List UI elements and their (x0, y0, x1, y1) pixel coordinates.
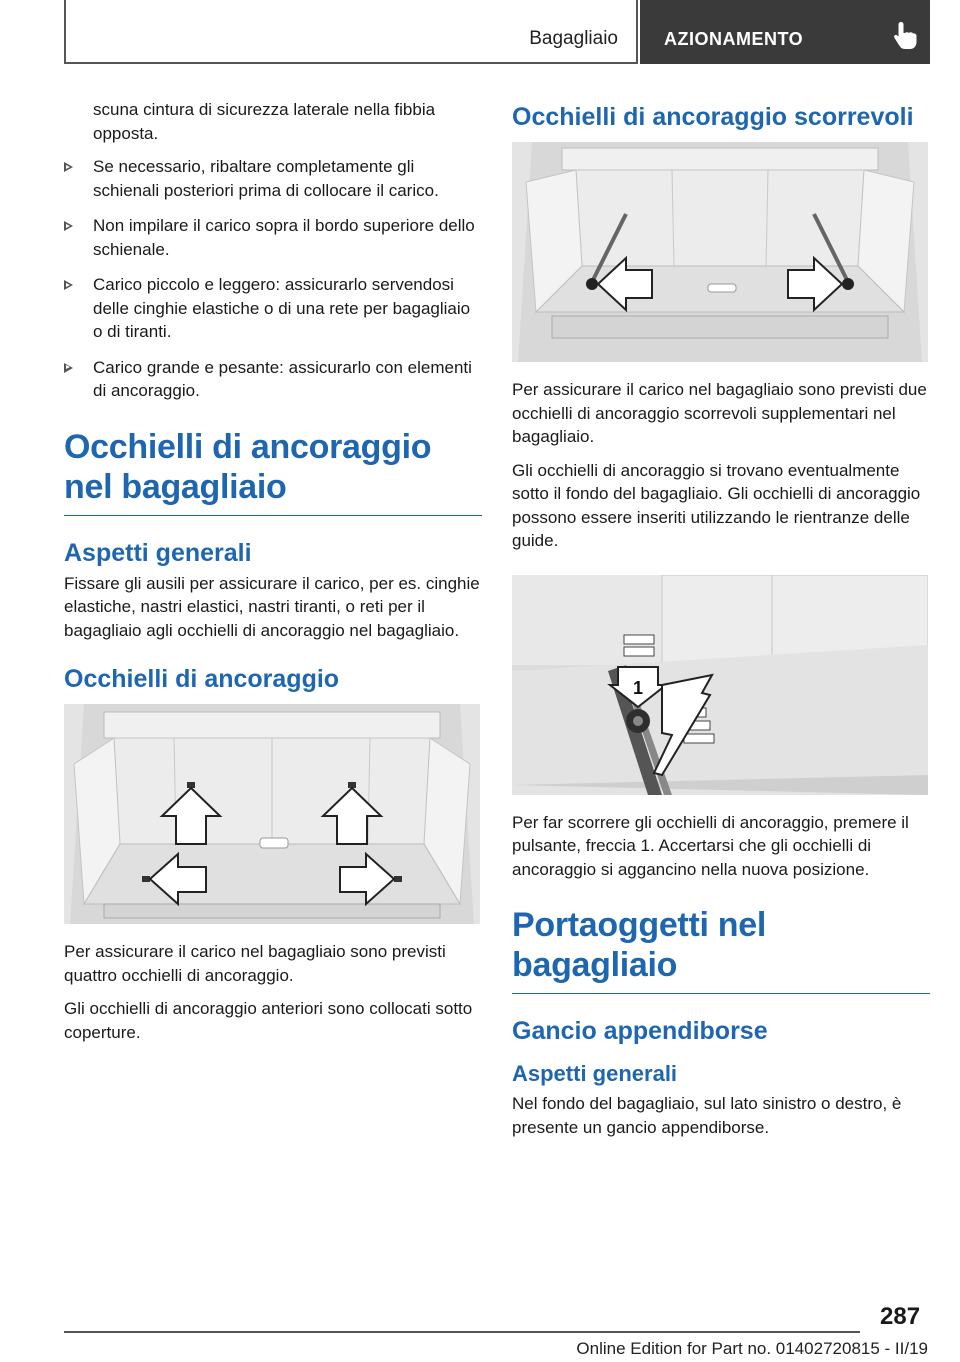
sliding-button-figure (512, 575, 928, 795)
sliding-text-2: Gli occhielli di ancoraggio si trovano eventualmente sotto il fondo del bagagliaio. Gli occhielli di ancoraggio possono essere inseriti utilizzando le rientranze delle guide. (512, 460, 921, 550)
continuation-text: scuna cintura di sicurezza laterale nella fibbia opposta. (93, 100, 436, 143)
right-column (512, 98, 930, 1149)
chapter-tab (640, 0, 930, 64)
sliding-anchor-eyes-figure (512, 142, 928, 362)
list-item (64, 214, 482, 261)
list-item-text: Carico piccolo e leggero: assicurarlo servendosi delle cinghie elastiche o di una rete per bagagliaio o di tiranti. (93, 275, 471, 341)
sliding-text-1: Per assicurare il carico nel bagagliaio sono previsti due occhielli di ancoraggio scorrevoli supplementari nel bagagliaio. (512, 380, 927, 446)
triangle-bullet-icon (64, 280, 73, 290)
section-title-anchor-eyes: Occhielli di ancoraggio nel bagagliaio (64, 427, 482, 516)
subsection-title-sliding-anchor-eyes: Occhielli di ancoraggio scorrevoli (512, 103, 914, 131)
hand-pointer-icon (892, 20, 918, 50)
bag-hook-text: Nel fondo del bagagliaio, sul lato sinistro o destro, è presente un gancio appendiborse. (512, 1094, 902, 1137)
general-text: Fissare gli ausili per assicurare il carico, per es. cinghie elastiche, nastri elastici, nastri tiranti, o reti per il bagagliaio agli occhielli di ancoraggio nel bagagliaio. (64, 573, 480, 640)
anchor-eyes-text-2: Gli occhielli di ancoraggio anteriori sono collocati sotto coperture. (64, 999, 473, 1042)
luggage-anchor-eyes-figure (64, 704, 480, 924)
list-item (64, 155, 482, 202)
footer-divider (64, 1331, 860, 1333)
list-item-text: Non impilare il carico sopra il bordo superiore dello schienale. (93, 216, 475, 259)
list-item (64, 273, 482, 344)
triangle-bullet-icon (64, 162, 73, 172)
chapter-title: AZIONAMENTO (664, 29, 804, 49)
subsection-title-bag-hook: Gancio appendiborse (512, 1017, 768, 1045)
list-item-text: Carico grande e pesante: assicurarlo con elementi di ancoraggio. (93, 357, 472, 400)
page-number: 287 (880, 1303, 921, 1330)
minor-title-general: Aspetti generali (512, 1061, 678, 1086)
figure-callout-number: 1 (632, 677, 644, 698)
triangle-bullet-icon (64, 363, 73, 373)
left-column (64, 98, 482, 1054)
triangle-bullet-icon (64, 221, 73, 231)
section-title-storage: Portaoggetti nel bagagliaio (512, 905, 930, 994)
header-frame (64, 0, 638, 64)
list-item (64, 356, 482, 403)
subsection-title-general: Aspetti generali (64, 538, 252, 567)
anchor-eyes-text-1: Per assicurare il carico nel bagagliaio sono previsti quattro occhielli di ancoraggio. (64, 942, 446, 985)
subsection-title-anchor-eyes: Occhielli di ancoraggio (64, 665, 340, 693)
list-item-text: Se necessario, ribaltare completamente gli schienali posteriori prima di collocare il carico. (93, 157, 439, 200)
header-section-title: Bagagliaio (529, 28, 618, 49)
sliding-text-3: Per far scorrere gli occhielli di ancoraggio, premere il pulsante, freccia 1. Accertarsi che gli occhielli di ancoraggio si aggancino nella nuova posizione. (512, 812, 909, 879)
footer-edition: Online Edition for Part no. 01402720815 - II/19 (576, 1339, 928, 1358)
